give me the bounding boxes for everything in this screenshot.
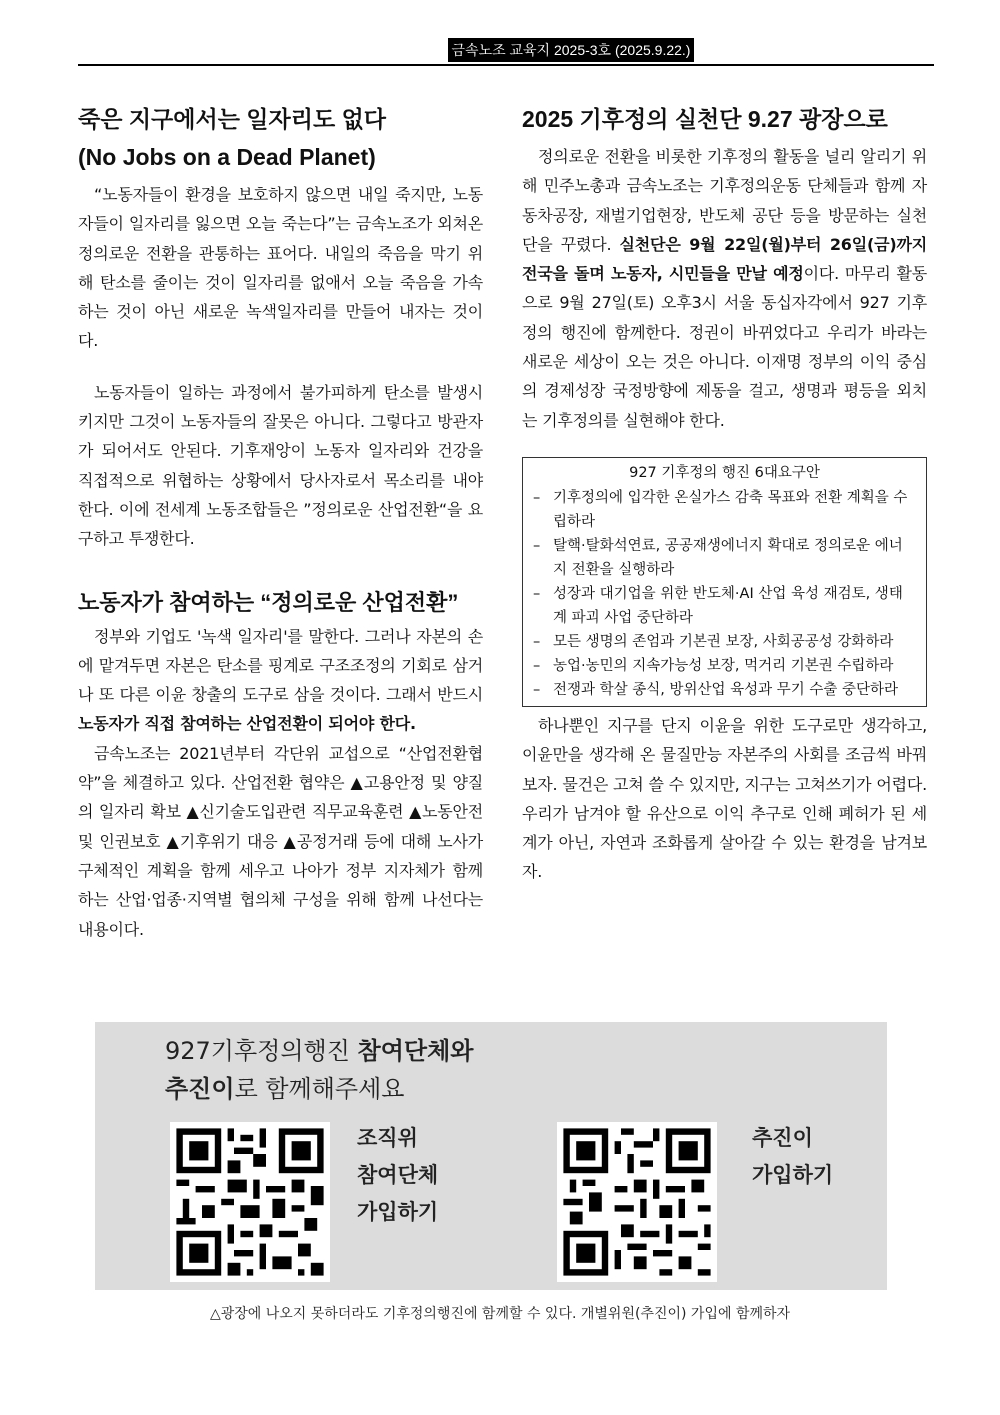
paragraph-5-emphasis: 실천단은 9월 22일(월)부터 26일(금)까지 전국을 돌며 노동자, 시민들을 만날 예정 [522,234,927,284]
qr2-label [752,1120,833,1194]
headline-1: 죽은 지구에서는 일자리도 없다 [78,106,387,132]
qr1-label-line: 참여단체 [357,1163,439,1187]
paragraph-3-text: 정부와 기업도 '녹색 일자리'를 말한다. 그러나 자본의 손에 맡겨두면 자본은 탄소를 핑계로 구조조정의 기회로 삼거나 또 다른 이윤 창출의 도구로 삼을 것이다. 그래서 반드시 [78,626,483,705]
banner-caption: △광장에 나오지 못하더라도 기후정의행진에 함께할 수 있다. 개별위원(추진이) 가입에 함께하자 [209,1306,791,1322]
dash-bullet: – [533,585,541,602]
demand-item [533,534,916,582]
paragraph-4: 금속노조는 2021년부터 각단위 교섭으로 “산업전환협약”을 체결하고 있다. 산업전환 협약은 ▲고용안정 및 양질의 일자리 확보 ▲신기술도입관련 직무교육훈련 ▲노동안전 및 인권보호 ▲기후위기 대응 ▲공정거래 등에 대해 노사가 구체적인 계획을 함께 세우고 나아가 정부 지자체가 함께 하는 산업·업종·지역별 협의체 구성을 위해 함께 나선다는 내용이다. [78,743,483,939]
right-column [522,100,927,887]
demand-text: 농업·농민의 지속가능성 보장, 먹거리 기본권 수립하라 [553,657,894,674]
qr1-label-line: 조직위 [357,1126,418,1150]
qr1-label [357,1120,438,1231]
banner-text-bold: 추진이 [165,1075,235,1103]
page-header [78,38,934,66]
demand-item [533,582,916,630]
paragraph-1: “노동자들이 환경을 보호하지 않으면 내일 죽지만, 노동자들이 일자리를 잃으면 오늘 죽는다”는 금속노조가 외쳐온 정의로운 전환을 관통하는 표어다. 내일의 죽음을 막기 위해 탄소를 줄이는 것이 일자리를 없애서 오늘 죽음을 가속하는 것이 아닌 새로운 녹색일자리를 만들어 내자는 것이다. [78,185,483,351]
demand-text: 성장과 대기업을 위한 반도체·AI 산업 육성 재검토, 생태계 파괴 사업 중단하라 [553,585,903,626]
dash-bullet: – [533,537,541,554]
demands-box [522,457,927,707]
headline-1-english: (No Jobs on a Dead Planet) [78,144,376,170]
banner-text-bold: 참여단체와 [357,1037,474,1065]
qr-banner [95,1022,887,1290]
paragraph-3 [78,622,483,739]
qr2-label-line: 추진이 [752,1126,813,1150]
dash-bullet: – [533,633,541,650]
left-column [78,100,483,944]
paragraph-3-emphasis: 노동자가 직접 참여하는 산업전환이 되어야 한다. [78,714,416,734]
paragraph-2: 노동자들이 일하는 과정에서 불가피하게 탄소를 발생시키지만 그것이 노동자들의 잘못은 아니다. 그렇다고 방관자가 되어서도 안된다. 기후재앙이 노동자 일자리와 건강을 직접적으로 위협하는 상황에서 당사자로서 목소리를 내야한다. 이에 전세계 노동조합들은 ”정의로운 산업전환“을 요구하고 투쟁한다. [78,382,483,549]
demand-text: 탈핵·탈화석연료, 공공재생에너지 확대로 정의로운 에너지 전환을 실행하라 [553,537,903,578]
demand-item [533,486,916,534]
paragraph-5-text: 정의로운 전환을 비롯한 기후정의 활동을 널리 알리기 위해 민주노총과 금속노조는 기후정의운동 단체들과 함께 자동차공장, 재벌기업현장, 반도체 공단 등을 방문하는 실천단을 꾸렸다. [522,147,927,254]
qr-code-icon [170,1122,330,1282]
headline-2: 노동자가 참여하는 “정의로운 산업전환” [78,589,459,615]
qr2-label-line: 가입하기 [752,1163,834,1187]
paragraph-6: 하나뿐인 지구를 단지 이윤을 위한 도구로만 생각하고, 이윤만을 생각해 온 물질만능 자본주의 사회를 조금씩 바꿔보자. 물건은 고쳐 쓸 수 있지만, 지구는 고쳐쓰기가 어렵다. 우리가 남겨야 할 유산으로 이익 추구로 인해 폐허가 된 세계가 아닌, 자연과 조화롭게 살아갈 수 있는 환경을 남겨보자. [522,715,927,882]
demands-title: 927 기후정의 행진 6대요구안 [629,464,820,481]
paragraph-5 [522,142,927,435]
dash-bullet: – [533,657,541,674]
banner-text: 로 함께해주세요 [234,1075,405,1103]
dash-bullet: – [533,681,541,698]
demand-item [533,678,916,702]
demand-item [533,630,916,654]
headline-3: 2025 기후정의 실천단 9.27 광장으로 [522,106,888,132]
demand-text: 모든 생명의 존엄과 기본권 보장, 사회공공성 강화하라 [553,633,894,650]
dash-bullet: – [533,489,541,506]
demand-text: 전쟁과 학살 종식, 방위산업 육성과 무기 수출 중단하라 [553,681,899,698]
demands-list [533,486,916,702]
qr1-label-line: 가입하기 [357,1200,439,1224]
banner-line-1 [165,1034,473,1068]
issue-label: 금속노조 교육지 2025-3호 (2025.9.22.) [448,38,694,62]
qr-code-icon [557,1122,717,1282]
demand-item [533,654,916,678]
paragraph-5-text-end: 이다. 마무리 활동으로 9월 27일(토) 오후3시 서울 동십자각에서 927 기후정의 행진에 함께한다. 정권이 바뀌었다고 우리가 바라는 새로운 세상이 오는 것은 아니다. 이재명 정부의 이익 중심의 경제성장 국정방향에 제동을 걸고, 생명과 평등을 외치는 기후정의를 실현해야 한다. [522,264,928,430]
banner-text: 927기후정의행진 [165,1037,358,1065]
demand-text: 기후정의에 입각한 온실가스 감축 목표와 전환 계획을 수립하라 [553,489,908,530]
qr-code-individual-member[interactable] [557,1122,717,1282]
banner-line-2 [165,1072,404,1106]
qr-code-organizing-committee[interactable] [170,1122,330,1282]
